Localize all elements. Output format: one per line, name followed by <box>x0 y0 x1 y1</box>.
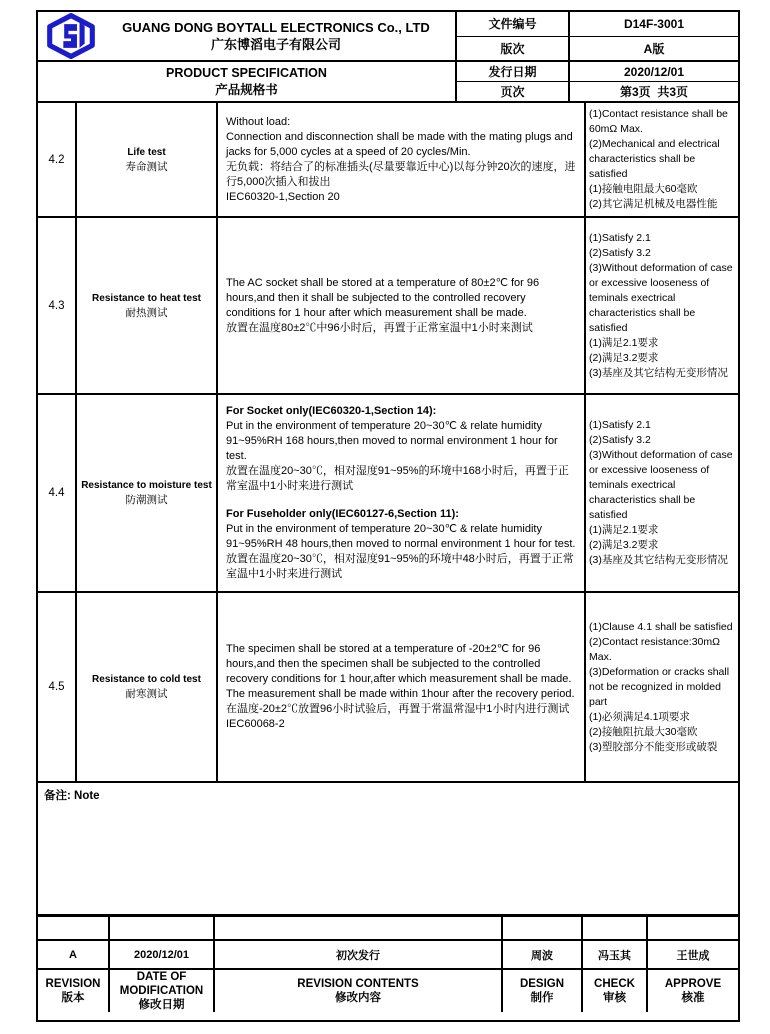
test-criteria-line: (2)其它满足机械及电器性能 <box>589 198 718 210</box>
test-criteria-line: (2)Contact resistance:30mΩ Max. <box>589 635 720 663</box>
field-value-issue-date: 2020/12/01 <box>623 64 685 79</box>
revision-header-en: DESIGN <box>519 978 565 990</box>
test-content-line: For Socket only(IEC60320-1,Section 14): <box>226 405 437 417</box>
test-criteria-line: (3)基座及其它结构无变形情况 <box>589 366 728 379</box>
test-content <box>218 395 586 591</box>
test-name-en: Life test <box>127 146 166 158</box>
revision-header-cn: 修改内容 <box>335 992 381 1004</box>
doc-title-cn: 产品规格书 <box>215 82 278 97</box>
test-content <box>218 103 586 216</box>
doc-title-en: PRODUCT SPECIFICATION <box>166 65 327 80</box>
revision-header <box>215 970 503 1012</box>
test-name <box>77 218 218 393</box>
test-criteria-line: (1)必须满足4.1项要求 <box>589 710 690 723</box>
field-label-issue-date: 发行日期 <box>457 62 570 81</box>
test-name-en: Resistance to heat test <box>92 292 201 304</box>
test-content-line: The AC socket shall be stored at a temperature of 80±2℃ for 96 hours,and then it shall be subjected to the controlled recovery conditions for 1 hour after which measurement shall be made. <box>226 276 540 319</box>
test-criteria-line: (1)Contact resistance shall be 60mΩ Max. <box>589 108 728 135</box>
revision-header-cn: 制作 <box>530 992 554 1004</box>
field-value-page: 第3页 共3页 <box>619 85 689 99</box>
test-criteria-line: (3)基座及其它结构无变形情况 <box>589 554 728 566</box>
test-criteria-line: (3)Without deformation of case or excessive looseness of teminals exectrical characteristics shall be satisfied <box>589 261 733 334</box>
test-name-cn: 寿命测试 <box>125 160 168 173</box>
test-content-line: Put in the environment of temperature 20~30℃ & relate humidity 91~95%RH 48 hours,then moved to normal environment 1 hour for test. <box>226 523 576 550</box>
test-no: 4.3 <box>38 218 77 393</box>
test-criteria-line: (1)Satisfy 2.1 <box>589 231 651 244</box>
test-content-line: Put in the environment of temperature 20~30℃ & relate humidity 91~95%RH 168 hours,then moved to normal environment 1 hour for test. <box>226 420 558 462</box>
revision-header <box>110 970 215 1012</box>
content-line-gap <box>226 494 576 507</box>
revision-header-en: CHECK <box>594 978 635 990</box>
revision-contents: 初次发行 <box>215 941 503 968</box>
test-criteria-line: (2)Mechanical and electrical characteristics shall be satisfied <box>589 138 720 180</box>
revision-header <box>38 970 110 1012</box>
test-row-cold-test <box>38 593 738 783</box>
revision-date: 2020/12/01 <box>110 941 215 968</box>
note-label: 备注: Note <box>44 790 100 802</box>
revision-approve: 王世成 <box>676 949 710 962</box>
test-name-en: Resistance to moisture test <box>81 480 212 491</box>
field-value-revision: A版 <box>643 41 665 56</box>
test-criteria-line: (1)满足2.1要求 <box>589 336 659 349</box>
test-content-line: 无负载：将结合了的标准插头(尽量要靠近中心)以每分钟20次的速度，进行5,000次插入和拔出 <box>226 160 576 188</box>
test-content-line: 放置在温度80±2℃中96小时后，再置于正常室温中1小时来测试 <box>226 321 533 334</box>
company-name-en: GUANG DONG BOYTALL ELECTRONICS Co., LTD <box>122 19 430 35</box>
test-name-en: Resistance to cold test <box>92 674 201 685</box>
note-section <box>38 783 738 917</box>
test-criteria-line: (3)Without deformation of case or excessive looseness of teminals exectrical characteristics shall be satisfied <box>589 449 733 521</box>
revision-header-en: REVISION CONTENTS <box>297 978 419 990</box>
revision-design: 周波 <box>503 941 583 968</box>
test-content-line: 放置在温度20~30℃，相对湿度91~95%的环境中48小时后，再置于正常室温中1小时来进行测试 <box>226 553 574 580</box>
field-label-revision: 版次 <box>457 37 570 61</box>
test-content-line: 放置在温度20~30℃，相对湿度91~95%的环境中168小时后，再置于正常室温中1小时来进行测试 <box>226 465 569 492</box>
test-content <box>218 593 586 781</box>
test-content-line: The specimen shall be stored at a temperature of -20±2℃ for 96 hours,and then the specimen shall be subjected to the controlled recovery conditions for 1 hour,after which measurement shall be made. <box>226 643 572 685</box>
test-row-life-test <box>38 103 738 218</box>
document-header <box>38 12 738 103</box>
spec-document <box>36 10 740 1022</box>
revision-header <box>503 970 583 1012</box>
revision-header-cn: 版本 <box>61 992 85 1004</box>
test-name-cn: 防潮测试 <box>125 494 168 506</box>
test-name <box>77 103 218 216</box>
test-name <box>77 593 218 781</box>
revision-header-row <box>38 970 738 1012</box>
revision-header-cn: 核准 <box>681 992 705 1004</box>
company-block <box>38 12 457 60</box>
test-content-line: 在温度-20±2℃放置96小时试验后，再置于常温常湿中1小时内进行测试 <box>226 703 570 715</box>
revision-header-en: DATE OF MODIFICATION <box>119 971 204 997</box>
test-name-cn: 耐热测试 <box>125 306 168 319</box>
test-row-heat-test <box>38 218 738 395</box>
test-content-line: IEC60068-2 <box>226 718 285 730</box>
test-no: 4.2 <box>38 103 77 216</box>
test-criteria-line: (1)满足2.1要求 <box>589 524 659 536</box>
test-no: 4.5 <box>38 593 77 781</box>
boytall-hexagon-logo-icon <box>45 13 97 59</box>
test-criteria <box>586 395 738 591</box>
test-row-moisture-test <box>38 395 738 593</box>
field-value-doc-number: D14F-3001 <box>623 16 685 31</box>
revision-entry-row <box>38 941 738 970</box>
test-content-line: Without load: <box>226 115 291 128</box>
test-criteria-line: (2)满足3.2要求 <box>589 539 659 551</box>
test-content-line: IEC60320-1,Section 20 <box>226 190 340 203</box>
test-criteria-line: (2)接触阻抗最大30毫欧 <box>589 725 698 738</box>
test-content-line: Connection and disconnection shall be made with the mating plugs and jacks for 5,000 cycles at a speed of 20 cycles/Min. <box>226 130 573 158</box>
revision-cell <box>503 917 583 939</box>
test-criteria-line: (3)Deformation or cracks shall not be recognized in molded part <box>589 665 730 708</box>
test-no: 4.4 <box>38 395 77 591</box>
revision-cell <box>583 917 648 939</box>
revision-cell <box>110 917 215 939</box>
test-criteria-line: (3)塑胶部分不能变形或破裂 <box>589 740 718 753</box>
revision-header-en: APPROVE <box>664 978 722 990</box>
doc-title-block <box>38 62 457 101</box>
test-criteria <box>586 103 738 216</box>
test-criteria-line: (2)Satisfy 3.2 <box>589 246 651 259</box>
test-criteria <box>586 218 738 393</box>
company-name-cn: 广东博滔电子有限公司 <box>210 36 341 52</box>
field-label-doc-number: 文件编号 <box>457 12 570 36</box>
test-criteria-line: (1)接触电阻最大60毫欧 <box>589 183 698 195</box>
revision-cell <box>38 917 110 939</box>
revision-header <box>648 970 738 1012</box>
revision-header-cn: 审核 <box>603 992 626 1004</box>
revision-cell <box>215 917 503 939</box>
test-content-line: For Fuseholder only(IEC60127-6,Section 11): <box>226 508 459 520</box>
test-criteria-line: (1)Clause 4.1 shall be satisfied <box>589 620 733 633</box>
revision-rev: A <box>38 941 110 968</box>
field-label-page: 页次 <box>457 82 570 101</box>
revision-empty-row <box>38 917 738 941</box>
revision-header-cn: 修改日期 <box>138 999 185 1011</box>
revision-check: 冯玉其 <box>583 941 648 968</box>
revision-header <box>583 970 648 1012</box>
test-content-line: The measurement shall be made within 1hour after the recovery period. <box>226 688 575 700</box>
revision-table <box>38 917 738 1012</box>
test-content <box>218 218 586 393</box>
test-criteria <box>586 593 738 781</box>
test-criteria-line: (1)Satisfy 2.1 <box>589 419 651 431</box>
revision-header-en: REVISION <box>45 978 101 990</box>
test-criteria-line: (2)满足3.2要求 <box>589 351 659 364</box>
revision-cell <box>648 917 738 939</box>
test-name-cn: 耐寒测试 <box>125 688 168 700</box>
test-name <box>77 395 218 591</box>
test-criteria-line: (2)Satisfy 3.2 <box>589 434 651 446</box>
